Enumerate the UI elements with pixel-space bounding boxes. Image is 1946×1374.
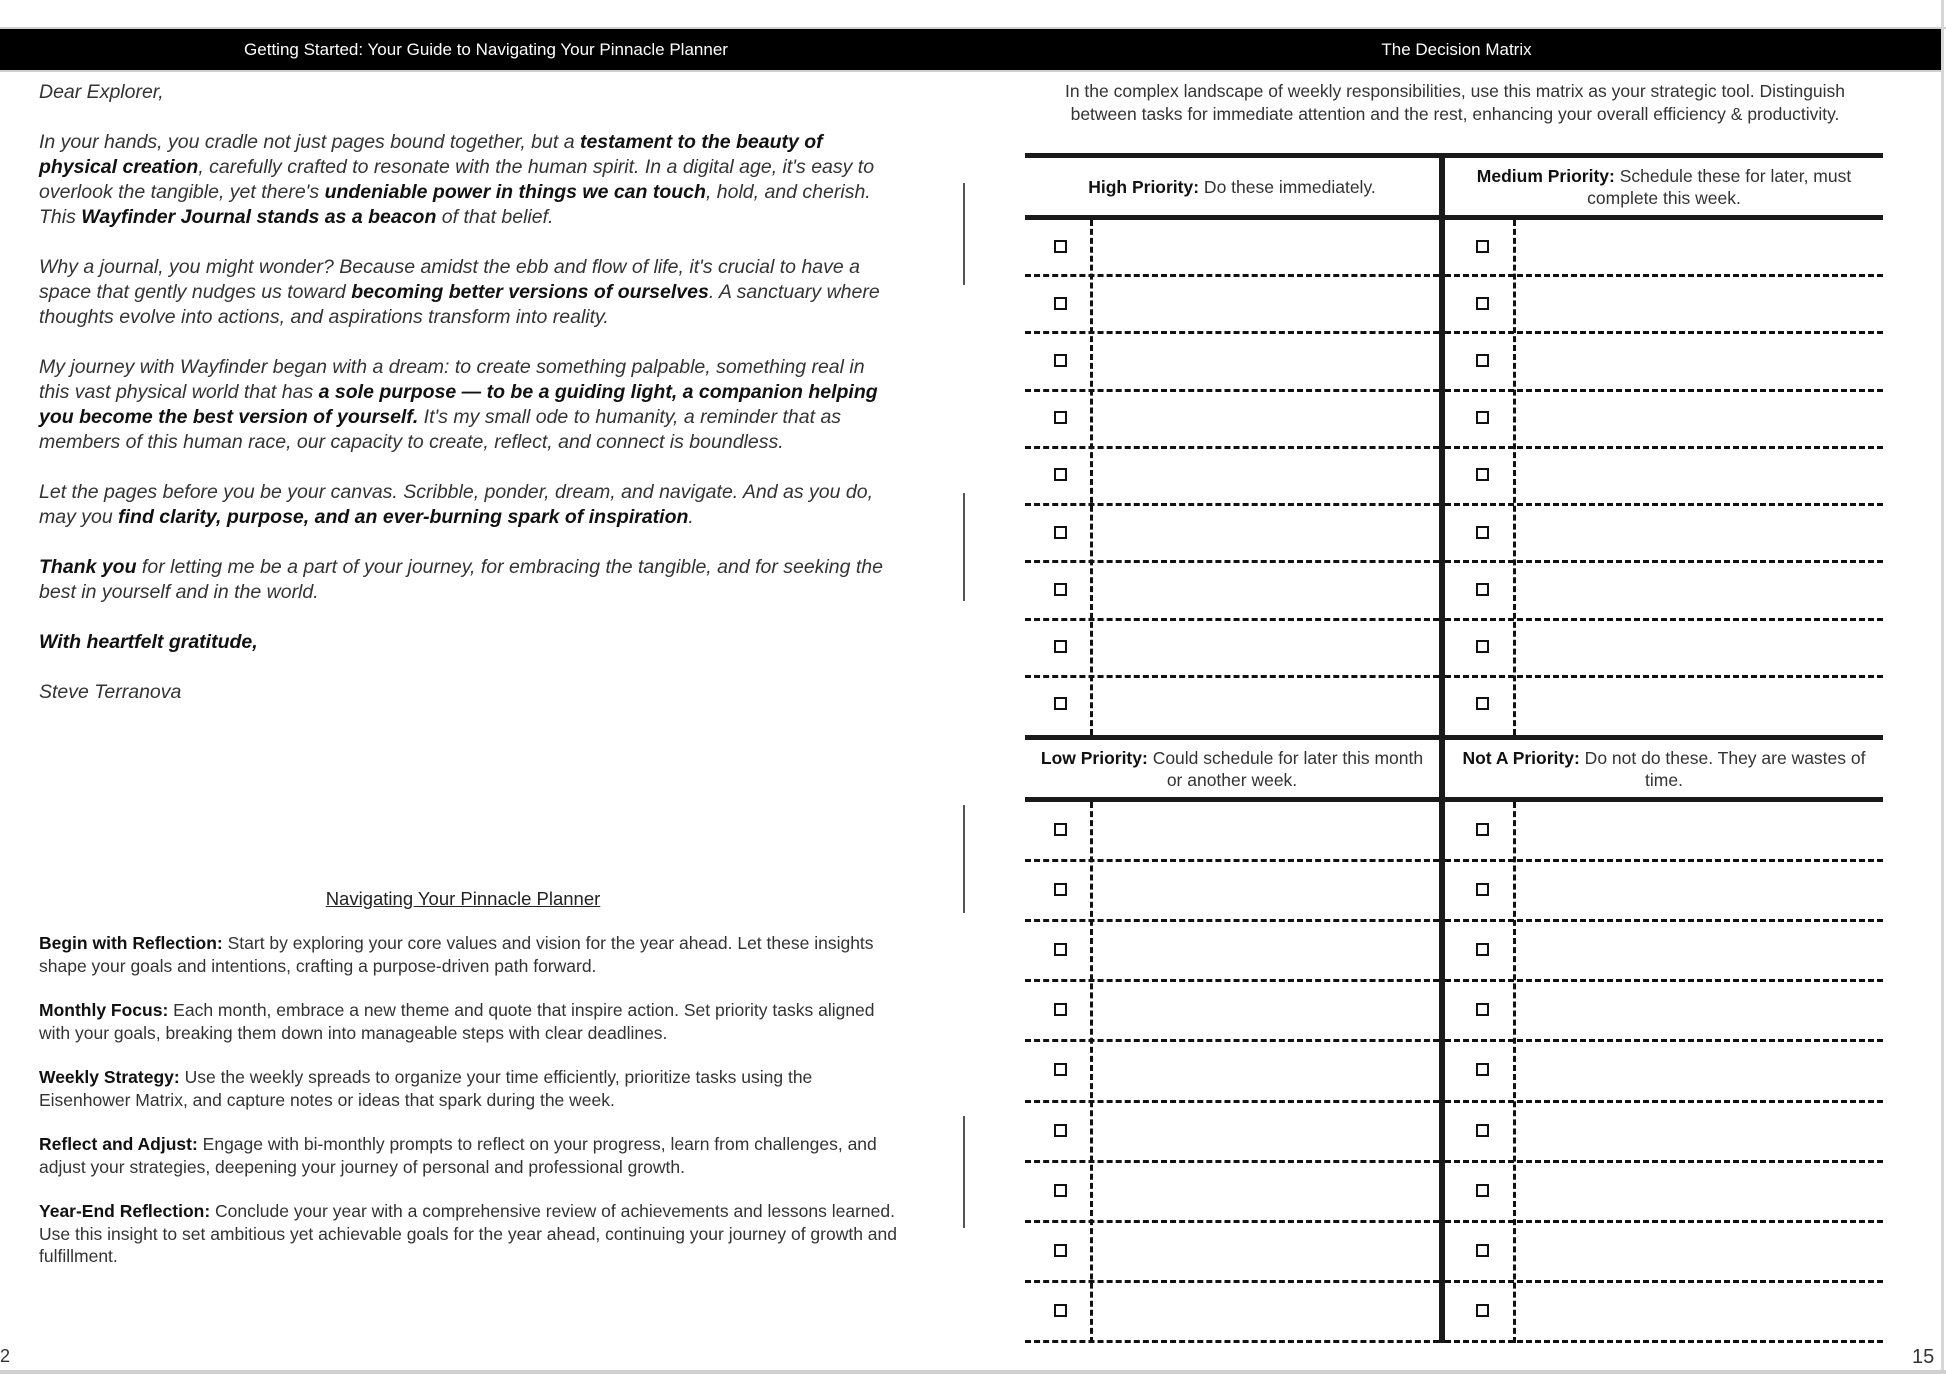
- task-row[interactable]: [1445, 449, 1883, 506]
- task-row[interactable]: [1025, 1042, 1439, 1102]
- task-row[interactable]: [1025, 1103, 1439, 1163]
- quadrant-desc: Do these immediately.: [1199, 176, 1376, 197]
- task-row[interactable]: [1025, 506, 1439, 563]
- task-row[interactable]: [1025, 220, 1439, 277]
- task-checkbox[interactable]: [1054, 411, 1067, 424]
- nav-item-text: Each month, embrace a new theme and quote that inspire action. Set priority tasks aligned with your goals, breaking them down into manageable steps with clear deadlines.: [39, 1000, 875, 1043]
- task-checkbox[interactable]: [1476, 354, 1489, 367]
- task-checkbox[interactable]: [1476, 1184, 1489, 1197]
- nav-item-label: Monthly Focus:: [39, 1000, 169, 1020]
- task-row[interactable]: [1025, 922, 1439, 982]
- task-row[interactable]: [1025, 1283, 1439, 1343]
- task-checkbox[interactable]: [1476, 1244, 1489, 1257]
- task-row[interactable]: [1025, 392, 1439, 449]
- body-text: . A sanctuary where thoughts evolve into actions, and aspirations transform into reality.: [39, 281, 880, 328]
- task-row[interactable]: [1025, 1163, 1439, 1223]
- task-row[interactable]: [1445, 621, 1883, 678]
- body-text: .: [688, 506, 694, 528]
- task-row[interactable]: [1445, 563, 1883, 620]
- task-checkbox[interactable]: [1476, 411, 1489, 424]
- task-checkbox[interactable]: [1054, 883, 1067, 896]
- quadrant-header-medium: [1445, 158, 1883, 215]
- body-text: , carefully crafted to resonate with the human spirit. In a digital age, it's easy to overlook the tangible, yet there's: [39, 156, 875, 203]
- welcome-letter: [39, 80, 889, 730]
- page-number-right: 15: [1912, 1346, 1935, 1368]
- task-checkbox[interactable]: [1476, 1304, 1489, 1317]
- body-text: Why a journal, you might wonder? Because amidst the ebb and flow of life, it's crucial to have a space that gently nudges us toward: [39, 256, 860, 303]
- task-row[interactable]: [1445, 220, 1883, 277]
- emphasis-text: Thank you: [39, 556, 137, 578]
- body-text: of that belief.: [436, 206, 554, 228]
- quadrant-header-not: [1445, 740, 1883, 797]
- quadrant-desc: Schedule these for later, must complete this week.: [1587, 165, 1852, 208]
- row-divider: [1025, 1340, 1439, 1343]
- quadrant-desc: Do not do these. They are wastes of time.: [1579, 747, 1866, 790]
- matrix-intro: In the complex landscape of weekly responsibilities, use this matrix as your strategic tool. Distinguish between tasks for immediate attention and the rest, enhancing your overall efficiency & productivity.: [1064, 81, 1846, 124]
- page-number-left: 2: [0, 1346, 11, 1366]
- emphasis-text: find clarity, purpose, and an ever-burning spark of inspiration: [118, 506, 689, 528]
- task-checkbox[interactable]: [1476, 240, 1489, 253]
- letter-closing: [39, 630, 889, 655]
- left-page-header: Getting Started: Your Guide to Navigating Your Pinnacle Planner: [0, 29, 972, 70]
- body-text: for letting me be a part of your journey, for embracing the tangible, and for seeking the best in yourself and in the world.: [39, 556, 883, 603]
- quadrant-header-low: [1025, 740, 1439, 797]
- body-text: It's my small ode to humanity, a reminder that as members of this human race, our capacity to create, reflect, and connect is boundless.: [39, 406, 842, 453]
- task-checkbox[interactable]: [1476, 1124, 1489, 1137]
- task-checkbox[interactable]: [1476, 943, 1489, 956]
- task-checkbox[interactable]: [1476, 297, 1489, 310]
- task-checkbox[interactable]: [1476, 583, 1489, 596]
- decision-matrix: [1025, 153, 1883, 1343]
- emphasis-text: becoming better versions of ourselves: [351, 281, 709, 303]
- page-bottom-border: [0, 1370, 1946, 1374]
- nav-item: [39, 1133, 899, 1178]
- task-checkbox[interactable]: [1476, 640, 1489, 653]
- task-checkbox[interactable]: [1054, 526, 1067, 539]
- task-checkbox[interactable]: [1054, 1304, 1067, 1317]
- task-checkbox[interactable]: [1476, 1063, 1489, 1076]
- letter-paragraph: [39, 355, 889, 455]
- gutter-line: [963, 805, 965, 913]
- quadrant-label: Low Priority:: [1040, 747, 1148, 768]
- nav-item-text: Start by exploring your core values and vision for the year ahead. Let these insights shape your goals and intentions, crafting a purpose-driven path forward.: [39, 933, 874, 976]
- task-row[interactable]: [1445, 392, 1883, 449]
- emphasis-text: a sole purpose — to be a guiding light, a companion helping you become the best version of yourself.: [39, 381, 878, 428]
- task-row[interactable]: [1445, 1103, 1883, 1163]
- task-checkbox[interactable]: [1054, 354, 1067, 367]
- nav-item: [39, 932, 899, 977]
- task-checkbox[interactable]: [1476, 697, 1489, 710]
- task-row[interactable]: [1025, 1223, 1439, 1283]
- salutation: Dear Explorer,: [39, 81, 164, 103]
- task-row[interactable]: [1445, 982, 1883, 1042]
- letter-paragraph: [39, 255, 889, 330]
- task-row[interactable]: [1445, 862, 1883, 922]
- quadrant-label: High Priority:: [1088, 176, 1200, 197]
- task-row[interactable]: [1025, 334, 1439, 391]
- task-row[interactable]: [1025, 277, 1439, 334]
- task-checkbox[interactable]: [1476, 526, 1489, 539]
- task-row[interactable]: [1445, 678, 1883, 735]
- nav-item: [39, 999, 899, 1044]
- task-checkbox[interactable]: [1054, 240, 1067, 253]
- nav-item-label: Reflect and Adjust:: [39, 1134, 198, 1154]
- task-checkbox[interactable]: [1476, 823, 1489, 836]
- navigating-title: Navigating Your Pinnacle Planner: [325, 888, 601, 909]
- task-row[interactable]: [1445, 802, 1883, 862]
- quadrant-label: Medium Priority:: [1476, 165, 1615, 186]
- nav-item-label: Year-End Reflection:: [39, 1201, 211, 1221]
- task-checkbox[interactable]: [1476, 1003, 1489, 1016]
- task-row[interactable]: [1445, 506, 1883, 563]
- task-row[interactable]: [1445, 922, 1883, 982]
- task-row[interactable]: [1445, 1223, 1883, 1283]
- task-row[interactable]: [1025, 678, 1439, 735]
- emphasis-text: undeniable power in things we can touch: [324, 181, 706, 203]
- page-right-border: [1941, 0, 1944, 1374]
- task-checkbox[interactable]: [1054, 1184, 1067, 1197]
- task-checkbox[interactable]: [1476, 883, 1489, 896]
- quadrant-label: Not A Priority:: [1462, 747, 1580, 768]
- task-checkbox[interactable]: [1476, 468, 1489, 481]
- task-row[interactable]: [1445, 1163, 1883, 1223]
- row-divider: [1445, 1340, 1883, 1343]
- nav-item: [39, 1066, 899, 1111]
- task-checkbox[interactable]: [1054, 823, 1067, 836]
- emphasis-text: testament to the beauty of physical creation: [39, 131, 823, 178]
- letter-paragraph: [39, 555, 889, 605]
- letter-paragraph: [39, 130, 889, 230]
- nav-item-text: Engage with bi-monthly prompts to reflect on your progress, learn from challenges, and adjust your strategies, deepening your journey of personal and professional growth.: [39, 1134, 877, 1177]
- task-checkbox[interactable]: [1054, 697, 1067, 710]
- gutter-line: [963, 183, 965, 285]
- task-row[interactable]: [1025, 802, 1439, 862]
- task-checkbox[interactable]: [1054, 1003, 1067, 1016]
- task-checkbox[interactable]: [1054, 468, 1067, 481]
- task-row[interactable]: [1025, 563, 1439, 620]
- nav-item-text: Conclude your year with a comprehensive review of achievements and lessons learned. Use this insight to set ambitious yet achievable goals for the year ahead, continuing your journey of growth and fulfillment.: [39, 1201, 898, 1266]
- task-checkbox[interactable]: [1054, 943, 1067, 956]
- task-row[interactable]: [1445, 1283, 1883, 1343]
- body-text: In your hands, you cradle not just pages bound together, but a: [39, 131, 580, 153]
- signature: Steve Terranova: [39, 681, 182, 703]
- task-checkbox[interactable]: [1054, 1244, 1067, 1257]
- body-text: Let the pages before you be your canvas. Scribble, ponder, dream, and navigate. And as you do, may you: [39, 481, 873, 528]
- task-row[interactable]: [1025, 982, 1439, 1042]
- nav-item-label: Begin with Reflection:: [39, 933, 223, 953]
- task-row[interactable]: [1445, 277, 1883, 334]
- header-underline: [0, 70, 1941, 72]
- gutter-line: [963, 493, 965, 601]
- body-text: , hold, and cherish. This: [39, 181, 871, 228]
- quadrant-header-high: [1025, 158, 1439, 215]
- task-row[interactable]: [1025, 449, 1439, 506]
- task-row[interactable]: [1445, 334, 1883, 391]
- nav-item: [39, 1200, 899, 1268]
- emphasis-text: Wayfinder Journal stands as a beacon: [81, 206, 437, 228]
- task-row[interactable]: [1025, 862, 1439, 922]
- gutter-line: [963, 1116, 965, 1228]
- nav-item-label: Weekly Strategy:: [39, 1067, 180, 1087]
- body-text: My journey with Wayfinder began with a dream: to create something palpable, something real in this vast physical world that has: [39, 356, 865, 403]
- task-checkbox[interactable]: [1054, 1063, 1067, 1076]
- letter-paragraph: [39, 480, 889, 530]
- task-checkbox[interactable]: [1054, 583, 1067, 596]
- nav-item-text: Use the weekly spreads to organize your time efficiently, prioritize tasks using the Eisenhower Matrix, and capture notes or ideas that spark during the week.: [39, 1067, 813, 1110]
- navigating-list: [39, 932, 899, 1290]
- task-checkbox[interactable]: [1054, 1124, 1067, 1137]
- task-row[interactable]: [1445, 1042, 1883, 1102]
- closing-text: With heartfelt gratitude,: [39, 631, 258, 653]
- task-checkbox[interactable]: [1054, 297, 1067, 310]
- task-row[interactable]: [1025, 621, 1439, 678]
- right-page-header: The Decision Matrix: [972, 29, 1941, 70]
- quadrant-desc: Could schedule for later this month or another week.: [1147, 747, 1424, 790]
- task-checkbox[interactable]: [1054, 640, 1067, 653]
